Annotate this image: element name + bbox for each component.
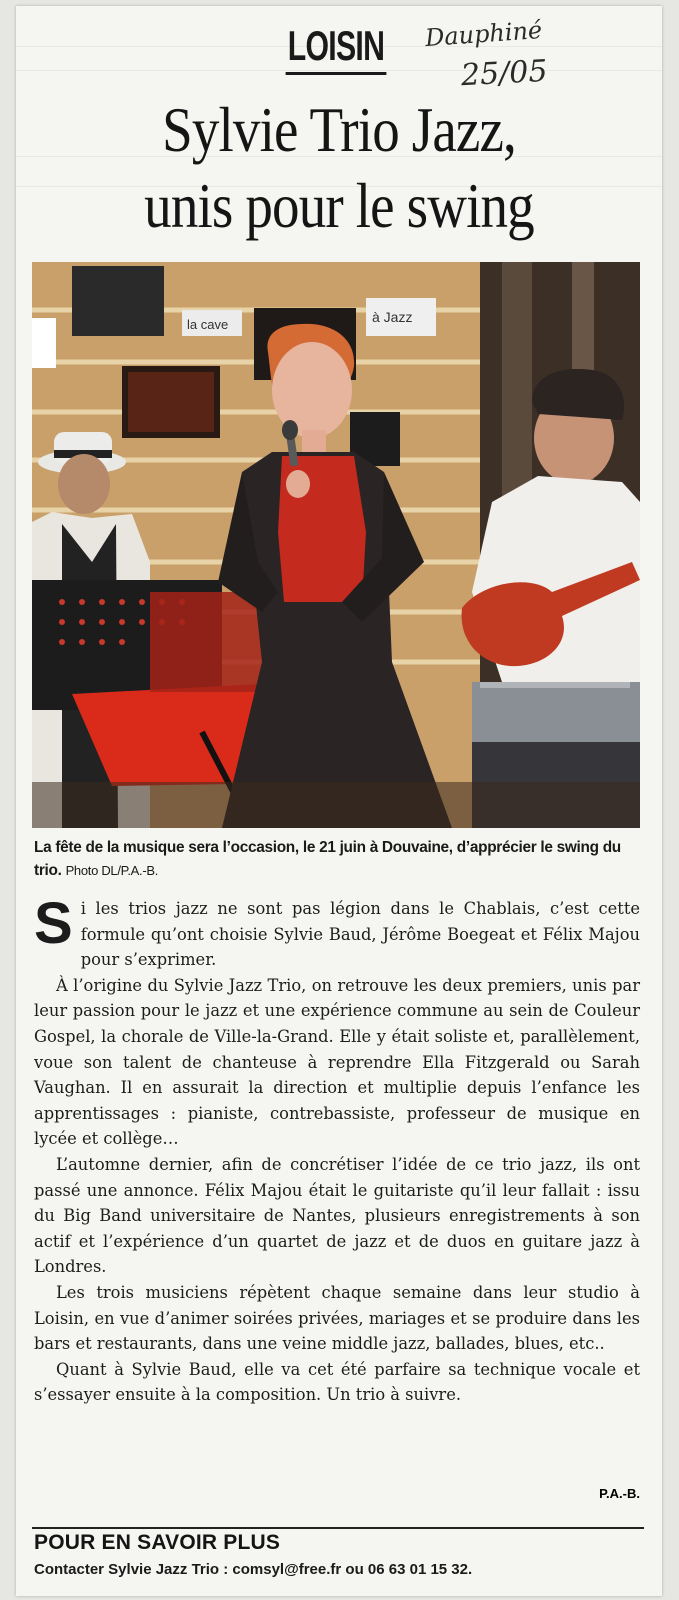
newspaper-clipping	[16, 6, 662, 1596]
headline-line-1: Sylvie Trio Jazz,	[162, 94, 516, 165]
author-signature: P.A.-B.	[599, 1486, 640, 1501]
article-headline	[16, 92, 662, 244]
info-box-contact: Contacter Sylvie Jazz Trio : comsyl@free.fr ou 06 63 01 15 32.	[34, 1561, 473, 1578]
section-rubric: LOISIN	[286, 20, 387, 75]
paragraph-5: Quant à Sylvie Baud, elle va cet été parfaire sa technique vocale et s’essayer ensuite à la composition. Un trio à suivre.	[34, 1359, 640, 1405]
paragraph-3: L’automne dernier, afin de concrétiser l’idée de ce trio jazz, ils ont passé une annonce. Félix Majou était le guitariste qu’il leur fallait : issu du Big Band universitaire de Nantes, plusieurs enregistrements à son actif et l’expérience d’un quartet de jazz et de duos en guitare jazz à Londres.	[34, 1154, 640, 1277]
photo-sign-jazz: à Jazz	[372, 309, 413, 325]
handwritten-source: Dauphiné	[424, 15, 544, 53]
headline-line-2: unis pour le swing	[144, 170, 534, 241]
photo-illustration	[32, 262, 640, 828]
paragraph-4: Les trois musiciens répètent chaque semaine dans leur studio à Loisin, en vue d’animer soirées privées, mariages et se produire dans les bars et restaurants, dans une veine middle jazz, ballades, blues, etc..	[34, 1282, 640, 1354]
photo-caption	[34, 836, 640, 882]
caption-text: La fête de la musique sera l’occasion, le 21 juin à Douvaine, d’apprécier le swing du trio.	[34, 839, 621, 879]
divider-rule	[32, 1527, 644, 1529]
drop-cap: S	[34, 891, 73, 956]
paragraph-2: À l’origine du Sylvie Jazz Trio, on retrouve les deux premiers, unis par leur passion pour le jazz et une expérience commune au sein de Couleur Gospel, la chorale de Ville-la-Grand. Elle y était soliste et, parallèlement, voue son talent de chanteuse à reprendre Ella Fitzgerald ou Sarah Vaughan. Il en assurait la direction et multiplie depuis l’enfance les apprentissages : pianiste, contrebassiste, professeur de musique en lycée et collège…	[34, 975, 640, 1149]
info-box-title: POUR EN SAVOIR PLUS	[34, 1531, 281, 1554]
photo-credit: Photo DL/P.A.-B.	[65, 863, 159, 878]
handwritten-date: 25/05	[460, 53, 549, 94]
article-photo	[32, 262, 640, 828]
handwritten-note	[421, 15, 591, 100]
paragraph-1	[34, 891, 640, 973]
article-body	[34, 891, 640, 1408]
paragraph-1-text: i les trios jazz ne sont pas légion dans le Chablais, c’est cette formule qu’ont choisie Sylvie Baud, Jérôme Boegeat et Félix Majou pour s’exprimer.	[80, 899, 640, 970]
photo-sign-cave: la cave	[187, 317, 229, 332]
